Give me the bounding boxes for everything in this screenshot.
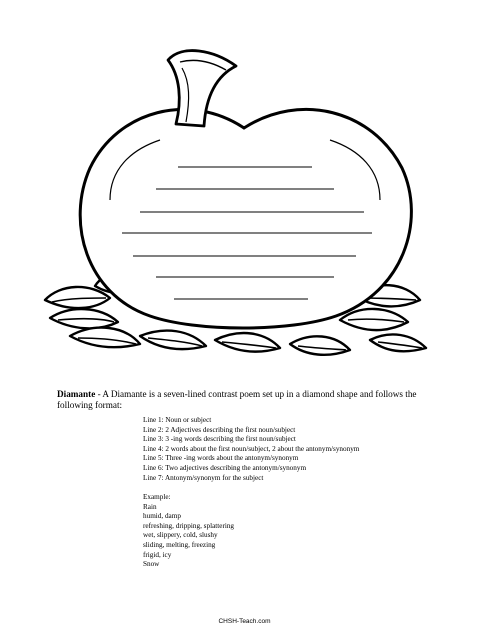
footer-site: CHSH-Teach.com [218, 618, 271, 625]
format-line-list [143, 416, 359, 483]
format-line: Line 1: Noun or subject [143, 416, 212, 424]
example-poem [143, 493, 234, 570]
example-line: Rain [143, 502, 157, 511]
example-line: frigid, icy [143, 550, 172, 559]
format-line: Line 3: 3 -ing words describing the first noun/subject [143, 435, 296, 444]
example-line: Snow [143, 560, 160, 569]
format-line: Line 5: Three -ing words about the antonym/synonym [143, 454, 299, 463]
example-label: Example: [143, 493, 171, 501]
poem-heading: Diamante [57, 389, 96, 399]
example-line: sliding, melting, freezing [143, 540, 216, 549]
example-line: refreshing, dripping, splattering [143, 521, 235, 530]
format-line: Line 6: Two adjectives describing the antonym/synonym [143, 463, 307, 472]
example-line: humid, damp [143, 512, 181, 521]
example-line: wet, slippery, cold, slushy [143, 531, 218, 540]
poem-introduction [57, 389, 437, 411]
format-line: Line 4: 2 words about the first noun/subject, 2 about the antonym/synonym [143, 444, 360, 453]
poem-description: - A Diamante is a seven-lined contrast poem set up in a diamond shape and follows the following format: [57, 389, 417, 410]
format-line: Line 2: 2 Adjectives describing the first noun/subject [143, 425, 296, 434]
format-line: Line 7: Antonym/synonym for the subject [143, 473, 264, 482]
